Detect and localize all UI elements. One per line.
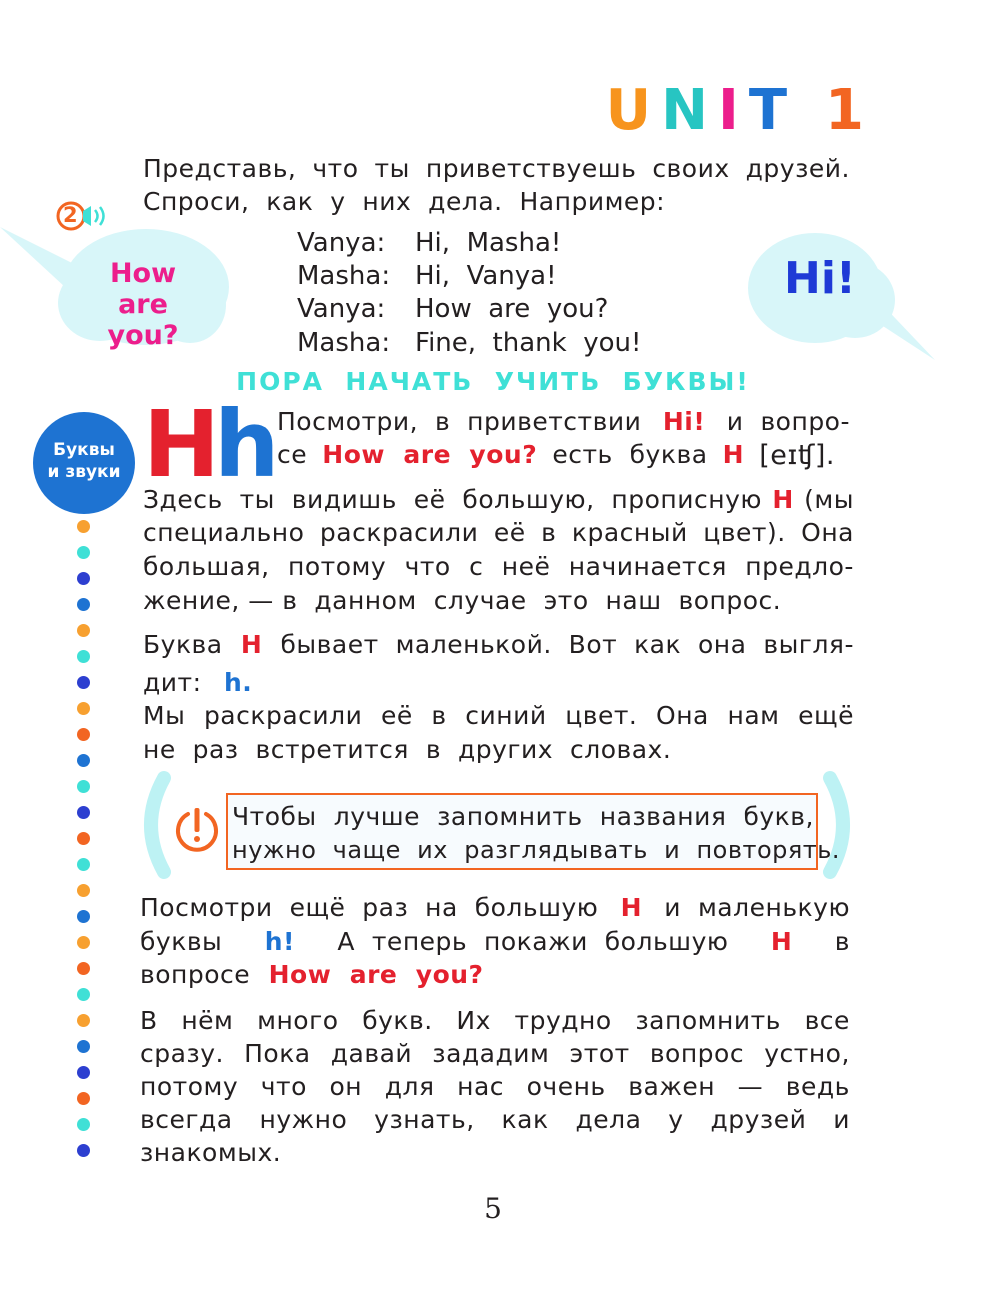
dialog-line: Hi, Masha! xyxy=(415,228,562,258)
text: се xyxy=(277,440,308,469)
word: предло- xyxy=(745,552,854,581)
word: друзей xyxy=(710,1105,807,1134)
word: важен xyxy=(628,1072,716,1101)
word: специально xyxy=(143,518,305,547)
big-lowercase-letter: h xyxy=(214,391,280,498)
word: букв, xyxy=(743,802,814,831)
audio-track-number: 2 xyxy=(63,203,78,227)
word: большая, xyxy=(143,552,270,581)
word: он xyxy=(329,1072,363,1101)
decor-dot xyxy=(77,1118,90,1131)
note-line-1 xyxy=(232,802,814,831)
decor-dot xyxy=(77,754,90,767)
word: раскрасили xyxy=(319,518,479,547)
unit-title xyxy=(606,78,874,143)
text: и вопро- xyxy=(726,407,850,436)
para4-line-2 xyxy=(140,927,850,956)
hi-highlight: Hi! xyxy=(662,407,706,436)
question-highlight: How are you? xyxy=(268,960,484,989)
para2-line-1 xyxy=(143,485,854,514)
word: дела xyxy=(575,1105,642,1134)
word: с xyxy=(469,552,484,581)
decor-dot xyxy=(77,598,90,611)
decor-dot xyxy=(77,702,90,715)
decor-dot xyxy=(77,1066,90,1079)
para3-line-1 xyxy=(143,630,854,659)
text: в xyxy=(834,927,850,956)
word: её xyxy=(493,518,526,547)
word: друзей. xyxy=(745,154,850,183)
word: нам xyxy=(727,701,780,730)
decor-dot xyxy=(77,650,90,663)
decor-dot xyxy=(77,910,90,923)
word: много xyxy=(257,1006,339,1035)
intro-line-2: Спроси, как у них дела. Например: xyxy=(143,187,666,216)
word: все xyxy=(804,1006,850,1035)
decor-dot xyxy=(77,806,90,819)
word: и xyxy=(833,1105,850,1134)
text: буквы xyxy=(140,927,223,956)
word: раскрасили xyxy=(203,701,363,730)
letter-H-red: H xyxy=(620,893,643,922)
intro-line-1 xyxy=(143,154,850,183)
text: вопросе xyxy=(140,960,251,989)
text: бывает маленькой. Вот как она выгля- xyxy=(280,630,854,659)
word: — xyxy=(737,1072,764,1101)
word: Пока xyxy=(244,1039,311,1068)
text: дит: xyxy=(143,668,202,697)
decor-dot xyxy=(77,546,90,559)
hi-bubble-text: Hi! xyxy=(784,253,856,304)
big-uppercase-letter: H xyxy=(143,391,220,498)
decor-dot xyxy=(77,780,90,793)
text: Буква xyxy=(143,630,223,659)
word: Она xyxy=(801,518,854,547)
word: вопрос xyxy=(649,1039,745,1068)
para5-line-1 xyxy=(140,1006,850,1035)
badge-line: и звуки xyxy=(47,462,121,482)
letter-H-red: H xyxy=(240,630,263,659)
word: Их xyxy=(456,1006,491,1035)
decor-dot xyxy=(77,858,90,871)
unit-number: 1 xyxy=(825,78,874,143)
text: Здесь ты видишь её большую, прописную xyxy=(143,485,762,514)
decor-dot xyxy=(77,624,90,637)
decor-dot xyxy=(77,572,90,585)
word: Мы xyxy=(143,701,186,730)
bubble-line: How xyxy=(109,258,177,289)
letter-h-blue: h. xyxy=(223,668,253,697)
question-highlight: How are you? xyxy=(322,440,538,469)
text: (мы xyxy=(804,485,854,514)
word: ты xyxy=(374,154,410,183)
word: что xyxy=(404,552,451,581)
word: ведь xyxy=(785,1072,850,1101)
decor-dot xyxy=(77,936,90,949)
decor-dot xyxy=(77,884,90,897)
para2-line-2 xyxy=(143,518,854,547)
word: В xyxy=(140,1006,158,1035)
para5-line-2 xyxy=(140,1039,850,1068)
para2-line-3 xyxy=(143,552,854,581)
word: лучше xyxy=(333,802,421,831)
text: и маленькую xyxy=(664,893,850,922)
para3-line-2 xyxy=(143,668,252,697)
para3-line-3 xyxy=(143,701,854,730)
word: цвет. xyxy=(565,701,638,730)
page-number: 5 xyxy=(484,1192,502,1225)
word: нужно xyxy=(259,1105,348,1134)
text: есть буква xyxy=(552,440,708,469)
para1-line-2 xyxy=(277,440,835,471)
dialog-speaker: Vanya: xyxy=(297,294,386,324)
letter-H-red: H xyxy=(722,440,745,469)
para1-line-1 xyxy=(277,407,850,436)
decor-dot xyxy=(77,1144,90,1157)
decor-dot xyxy=(77,988,90,1001)
word: цвет). xyxy=(703,518,786,547)
para5-line-3 xyxy=(140,1072,850,1101)
section-title: ПОРА НАЧАТЬ УЧИТЬ БУКВЫ! xyxy=(236,367,750,396)
word: у xyxy=(668,1105,684,1134)
dialog-speaker: Masha: xyxy=(297,328,391,358)
word: названия xyxy=(599,802,727,831)
word: узнать, xyxy=(374,1105,475,1134)
word: что xyxy=(260,1072,307,1101)
word: потому xyxy=(140,1072,239,1101)
word: нас xyxy=(457,1072,505,1101)
bubble-line: are you? xyxy=(107,289,179,351)
text: А теперь покажи большую xyxy=(337,927,729,956)
decor-dot xyxy=(77,728,90,741)
word: что xyxy=(312,154,359,183)
word: в xyxy=(541,518,557,547)
word: нём xyxy=(181,1006,234,1035)
dialog-speaker: Masha: xyxy=(297,261,391,291)
para4-line-3 xyxy=(140,960,484,989)
word: запомнить xyxy=(437,802,583,831)
decor-dot xyxy=(77,520,90,533)
transcription: [eɪʧ]. xyxy=(759,440,835,471)
word: начинается xyxy=(568,552,727,581)
para4-line-1 xyxy=(140,893,850,922)
para3-line-4: не раз встретится в других словах. xyxy=(143,735,672,764)
unit-letter: T xyxy=(748,78,798,143)
letters-and-sounds-badge xyxy=(33,412,135,514)
dialog-line: Fine, thank you! xyxy=(415,328,642,358)
unit-letter: N xyxy=(661,78,718,143)
how-are-you-bubble-text xyxy=(78,258,208,351)
para2-line-4: жение, — в данном случае это наш вопрос. xyxy=(143,586,782,615)
word: в xyxy=(431,701,447,730)
word: очень xyxy=(526,1072,606,1101)
text: Посмотри ещё раз на большую xyxy=(140,893,599,922)
dialog-speaker: Vanya: xyxy=(297,228,386,258)
decor-dot xyxy=(77,832,90,845)
decor-dot xyxy=(77,962,90,975)
decor-dot xyxy=(77,676,90,689)
text: Посмотри, в приветствии xyxy=(277,407,642,436)
word: запомнить xyxy=(635,1006,781,1035)
word: Представь, xyxy=(143,154,297,183)
para5-line-5: знакомых. xyxy=(140,1138,282,1167)
word: неё xyxy=(501,552,551,581)
decor-dot xyxy=(77,1092,90,1105)
decor-dot xyxy=(77,1014,90,1027)
para5-line-4 xyxy=(140,1105,850,1134)
decor-dot xyxy=(77,1040,90,1053)
word: приветствуешь xyxy=(425,154,637,183)
letter-h-blue: h! xyxy=(264,927,295,956)
word: Чтобы xyxy=(232,802,317,831)
word: букв. xyxy=(362,1006,433,1035)
exclamation-icon xyxy=(174,806,220,852)
unit-letter: U xyxy=(605,78,662,143)
word: устно, xyxy=(764,1039,850,1068)
word: Она xyxy=(656,701,709,730)
word: давай xyxy=(330,1039,413,1068)
word: трудно xyxy=(514,1006,612,1035)
word: этот xyxy=(569,1039,630,1068)
word: ещё xyxy=(798,701,854,730)
word: сразу. xyxy=(140,1039,224,1068)
letter-H-red: H xyxy=(770,927,793,956)
badge-line: Буквы xyxy=(53,440,115,460)
word: как xyxy=(501,1105,549,1134)
dialog-line: How are you? xyxy=(415,294,609,324)
unit-letter: I xyxy=(717,78,749,143)
word: её xyxy=(381,701,413,730)
word: зададим xyxy=(432,1039,550,1068)
word: для xyxy=(384,1072,435,1101)
note-line-2: нужно чаще их разглядывать и повторять. xyxy=(232,836,841,864)
word: красный xyxy=(571,518,688,547)
word: своих xyxy=(652,154,730,183)
word: потому xyxy=(288,552,387,581)
word: синий xyxy=(465,701,547,730)
word: всегда xyxy=(140,1105,233,1134)
letter-H-red: H xyxy=(772,485,794,514)
dialog-line: Hi, Vanya! xyxy=(415,261,557,291)
